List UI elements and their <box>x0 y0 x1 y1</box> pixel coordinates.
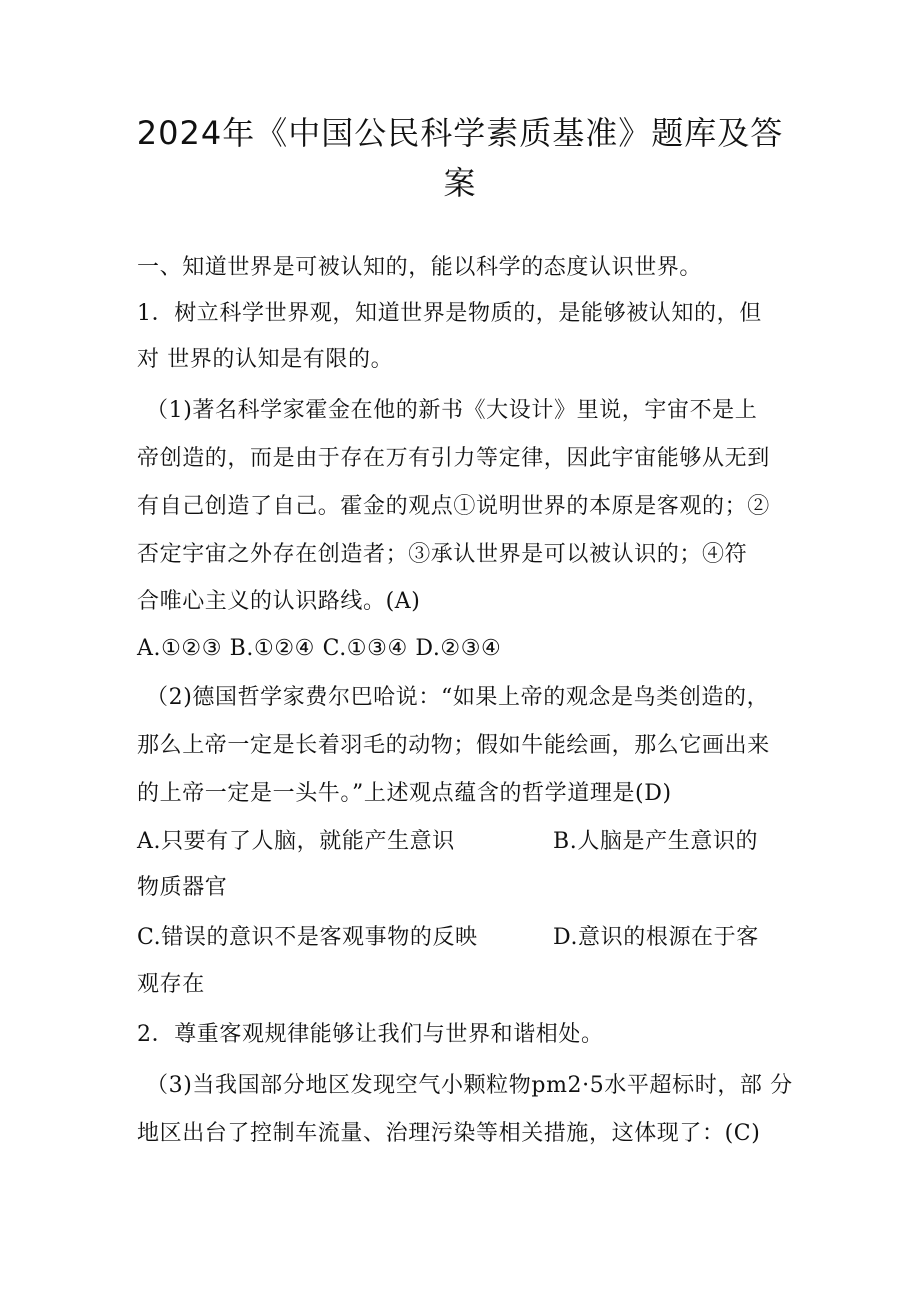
question-1-text: 否定宇宙之外存在创造者；③承认世界是可以被认识的；④符 <box>137 542 748 567</box>
question-2-option-d: D.意识的根源在于客 <box>553 925 759 950</box>
question-1-text: 有自己创造了自己。霍金的观点①说明世界的本原是客观的；② <box>137 494 770 519</box>
question-2-text: （2)德国哲学家费尔巴哈说：“如果上帝的观念是鸟类创造的， <box>146 685 770 710</box>
question-1-text: 帝创造的，而是由于存在万有引力等定律，因此宇宙能够从无到 <box>137 446 770 471</box>
question-2-text: 那么上帝一定是长着羽毛的动物；假如牛能绘画，那么它画出来 <box>137 733 770 758</box>
question-2-option-b: B.人脑是产生意识的 <box>553 829 759 854</box>
question-2-option-b-continued: 物质器官 <box>137 875 228 900</box>
document-title-line-2: 案 <box>443 164 477 202</box>
question-3-text: 地区出台了控制车流量、治理污染等相关措施，这体现了：(C) <box>137 1121 761 1146</box>
question-2-option-a: A.只要有了人脑，就能产生意识 <box>137 829 455 854</box>
question-1-options: A.①②③ B.①②④ C.①③④ D.②③④ <box>137 636 502 661</box>
question-2-option-c: C.错误的意识不是客观事物的反映 <box>137 925 478 950</box>
question-2-text: 的上帝一定是一头牛。”上述观点蕴含的哲学道理是(D) <box>137 781 672 806</box>
item-heading-1-continued: 对 世界的认知是有限的。 <box>137 347 394 372</box>
question-1-text: 合唯心主义的认识路线。(A) <box>137 589 421 614</box>
question-3-text: （3)当我国部分地区发现空气小颗粒物pm2·5水平超标时，部 分 <box>146 1073 793 1098</box>
question-2-option-d-continued: 观存在 <box>137 972 205 997</box>
section-heading: 一、知道世界是可被认知的，能以科学的态度认识世界。 <box>137 255 703 280</box>
item-heading-2: 2．尊重客观规律能够让我们与世界和谐相处。 <box>137 1022 604 1047</box>
question-1-text: （1)著名科学家霍金在他的新书《大设计》里说，宇宙不是上 <box>146 398 758 423</box>
document-title-line-1: 2024年《中国公民科学素质基准》题库及答 <box>136 114 784 152</box>
item-heading-1: 1．树立科学世界观，知道世界是物质的，是能够被认知的，但 <box>137 301 762 326</box>
